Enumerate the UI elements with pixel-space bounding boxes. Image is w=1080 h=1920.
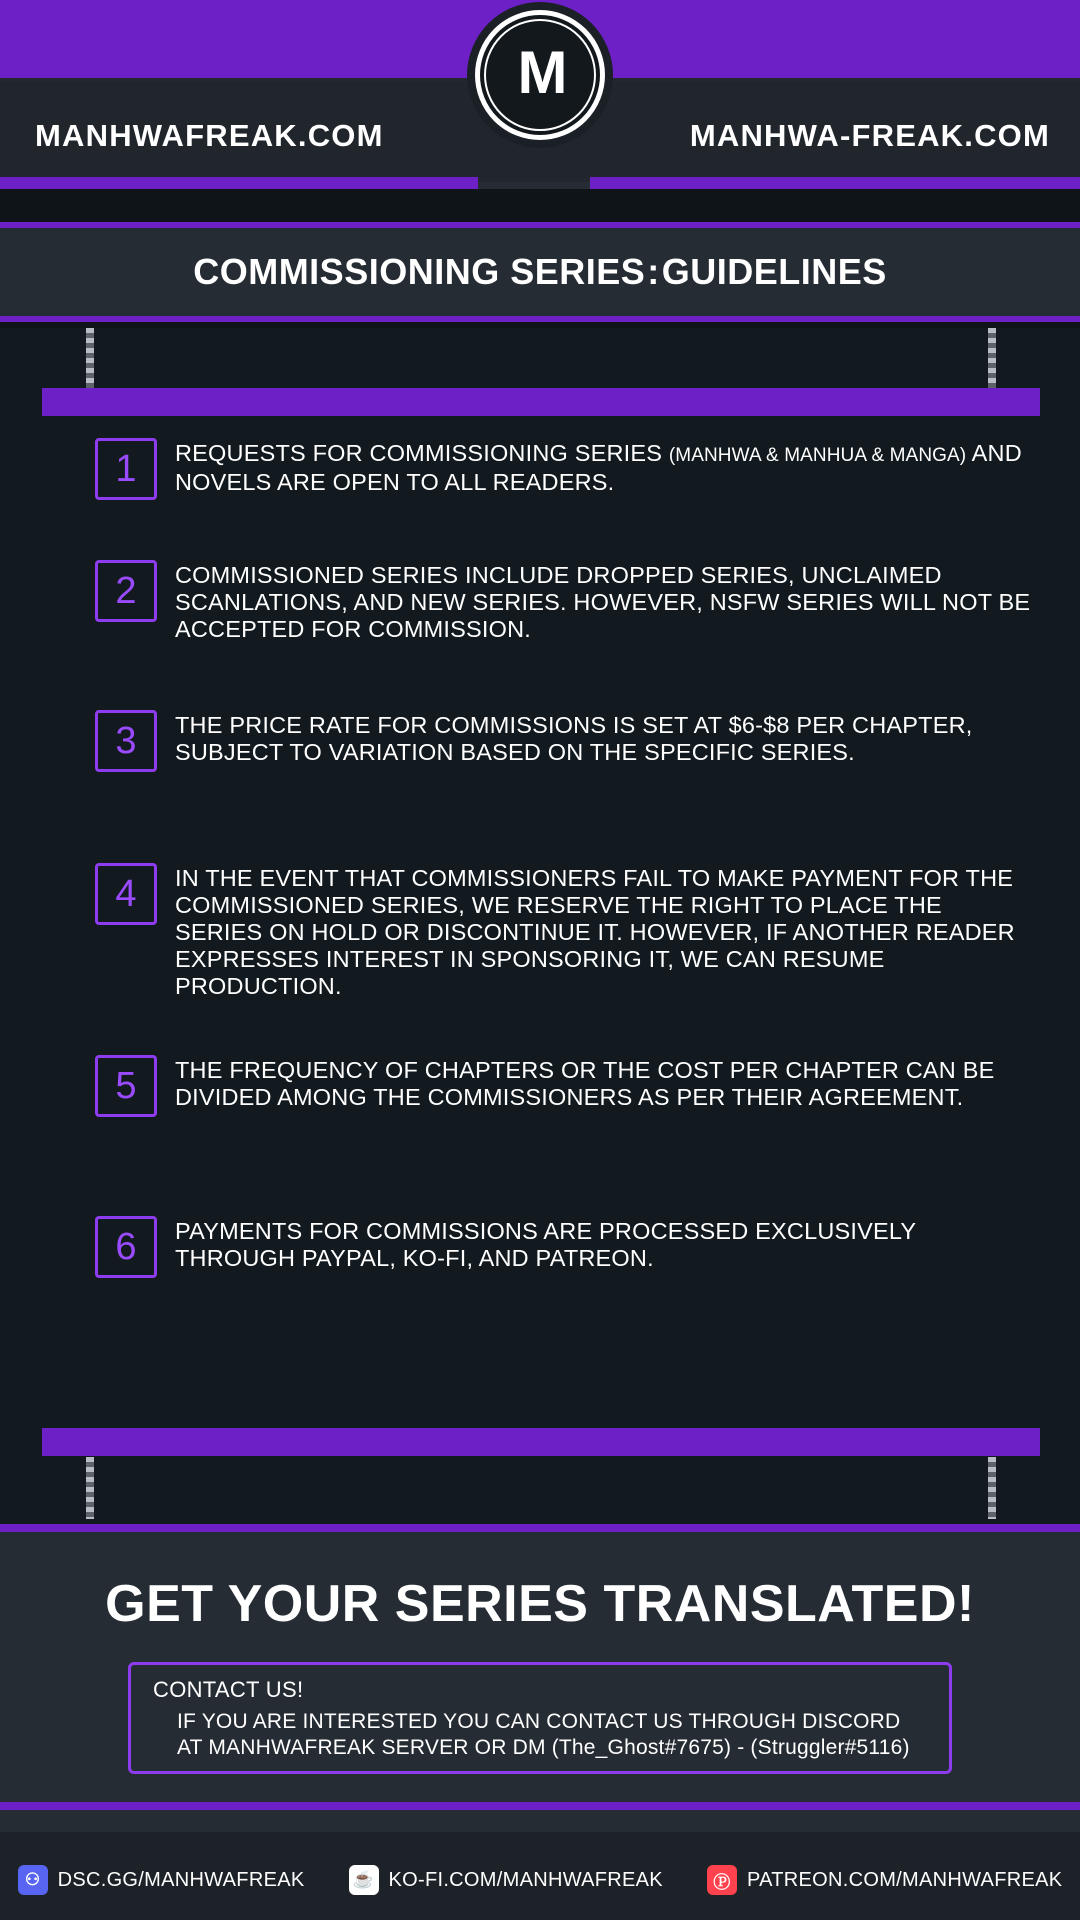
kofi-icon: ☕ — [349, 1865, 379, 1895]
guidelines-body — [0, 328, 1080, 1524]
chain-top-right — [988, 328, 996, 390]
header-bottom-gap — [0, 189, 1080, 222]
manhwafreak-logo-icon — [467, 2, 613, 148]
page-title-part1: COMMISSIONING SERIES — [193, 251, 646, 292]
rule-text-main-1: REQUESTS FOR COMMISSIONING SERIES — [175, 440, 669, 466]
list-item — [95, 710, 1055, 772]
contact-title: CONTACT US! — [153, 1677, 304, 1702]
rule-text: THE PRICE RATE FOR COMMISSIONS IS SET AT $6-$8 PER CHAPTER, SUBJECT TO VARIATION BASED ON THE SPECIFIC SERIES. — [175, 712, 973, 765]
hanging-bar-bottom — [42, 1428, 1040, 1456]
rule-number: 6 — [95, 1216, 157, 1278]
list-item — [95, 438, 1055, 500]
rule-text-parenthetical: (MANHWA & MANHUA & MANGA) — [668, 445, 967, 466]
social-links-bar — [0, 1832, 1080, 1920]
contact-line-2: AT MANHWAFREAK SERVER OR DM (The_Ghost#7675) - (Struggler#5116) — [177, 1736, 910, 1759]
contact-box — [128, 1662, 952, 1774]
rule-number: 5 — [95, 1055, 157, 1117]
footer — [0, 1524, 1080, 1920]
rule-number: 3 — [95, 710, 157, 772]
logo-letter: M — [517, 39, 563, 106]
social-link-patreon-label: PATREON.COM/MANHWAFREAK — [746, 1868, 1063, 1891]
rule-number: 4 — [95, 863, 157, 925]
page-title — [193, 251, 887, 293]
chain-bottom-right — [988, 1457, 996, 1519]
page-title-separator: : — [647, 251, 660, 292]
footer-divider — [0, 1802, 1080, 1810]
list-item — [95, 863, 1055, 1000]
rule-text: COMMISSIONED SERIES INCLUDE DROPPED SERIES, UNCLAIMED SCANLATIONS, AND NEW SERIES. HOWEVER, NSFW SERIES WILL NOT BE ACCEPTED FOR COMMISSION. — [175, 562, 1031, 642]
social-link-discord[interactable] — [18, 1865, 305, 1895]
social-link-patreon[interactable] — [707, 1865, 1062, 1895]
patreon-icon: Ⓟ — [707, 1865, 737, 1895]
page-title-bar — [0, 222, 1080, 322]
header-underline-right — [590, 177, 1080, 189]
site-header — [0, 0, 1080, 222]
rule-text — [175, 438, 1035, 496]
social-link-discord-label: DSC.GG/MANHWAFREAK — [57, 1868, 305, 1891]
site-url-right[interactable]: MANHWA-FREAK.COM — [689, 118, 1050, 153]
list-item — [95, 1216, 1055, 1278]
hanging-bar-top — [42, 388, 1040, 416]
logo-outer-ring — [475, 10, 605, 140]
rule-text: IN THE EVENT THAT COMMISSIONERS FAIL TO MAKE PAYMENT FOR THE COMMISSIONED SERIES, WE RESERVE THE RIGHT TO PLACE THE SERIES ON HOLD OR DISCONTINUE IT. HOWEVER, IF ANOTHER READER EXPRESSES INTEREST IN SPONSORING IT, WE CAN RESUME PRODUCTION. — [175, 865, 1015, 999]
social-link-kofi-label: KO-FI.COM/MANHWAFREAK — [388, 1868, 663, 1891]
chain-bottom-left — [86, 1457, 94, 1519]
header-underline-left — [0, 177, 478, 189]
rule-text: PAYMENTS FOR COMMISSIONS ARE PROCESSED EXCLUSIVELY THROUGH PAYPAL, KO-FI, AND PATREON. — [175, 1218, 916, 1271]
rule-text-main-2: AND NOVELS ARE OPEN TO ALL READERS. — [175, 440, 1022, 495]
social-link-kofi[interactable] — [349, 1865, 663, 1895]
footer-headline: GET YOUR SERIES TRANSLATED! — [105, 1575, 975, 1633]
list-item — [95, 560, 1055, 643]
rule-number: 1 — [95, 438, 157, 500]
page-title-part2: GUIDELINES — [661, 251, 887, 292]
site-url-left[interactable]: MANHWAFREAK.COM — [35, 118, 384, 153]
logo-inner-ring — [484, 19, 596, 131]
chain-top-left — [86, 328, 94, 390]
rule-number: 2 — [95, 560, 157, 622]
rule-text: THE FREQUENCY OF CHAPTERS OR THE COST PER CHAPTER CAN BE DIVIDED AMONG THE COMMISSIONERS AS PER THEIR AGREEMENT. — [175, 1057, 995, 1110]
contact-line-1: IF YOU ARE INTERESTED YOU CAN CONTACT US THROUGH DISCORD — [177, 1710, 901, 1733]
list-item — [95, 1055, 1055, 1117]
discord-icon: ⚇ — [18, 1865, 48, 1895]
